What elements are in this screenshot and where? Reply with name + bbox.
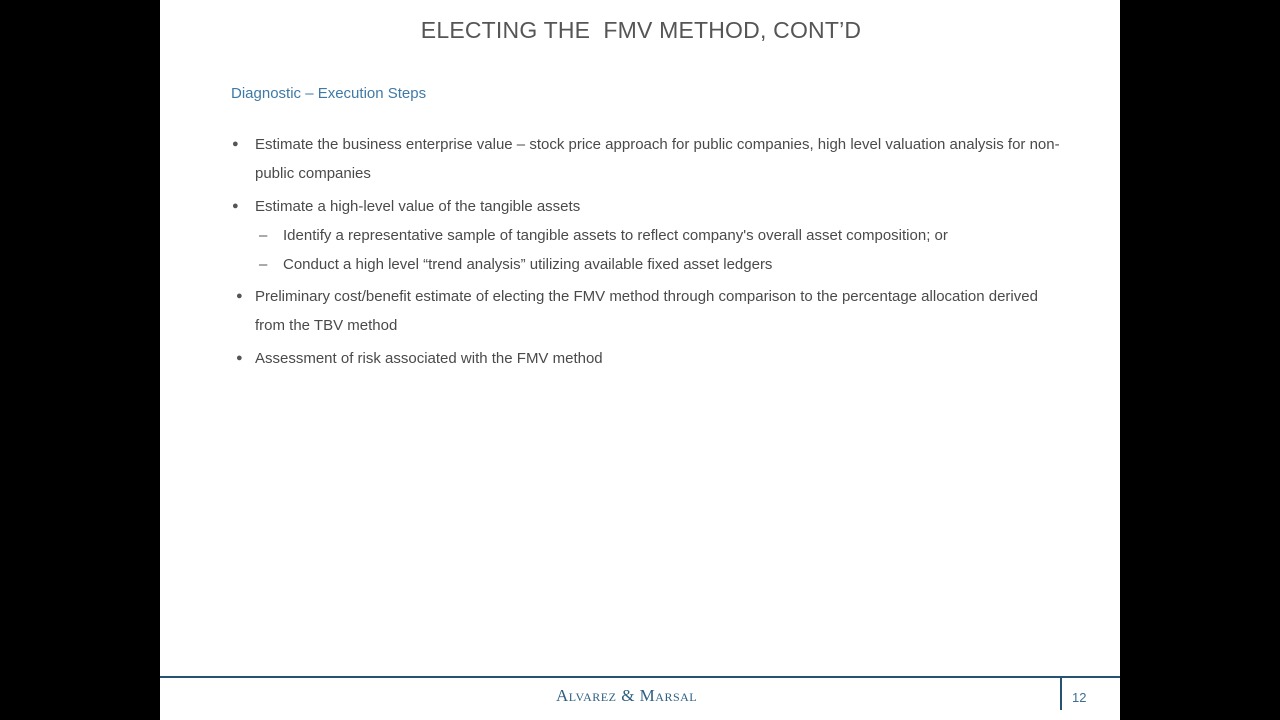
bullet-item (231, 130, 1071, 188)
bullet-item (231, 282, 1071, 340)
footer-divider-line (160, 676, 1120, 678)
bullet-dot-icon: ● (236, 290, 243, 302)
bullet-item (231, 192, 1071, 221)
bullet-text: Assessment of risk associated with the FMV method (255, 350, 603, 367)
page-number: 12 (1072, 690, 1087, 705)
footer-vertical-divider (1060, 678, 1062, 710)
bullet-text: Estimate the business enterprise value – stock price approach for public companies, high level valuation analysis for non-public companies (255, 136, 1060, 182)
bullet-item (231, 344, 1071, 373)
slide (160, 0, 1120, 720)
sub-bullet-item (231, 221, 1071, 250)
bullet-dot-icon: ● (232, 200, 239, 212)
bullet-list (231, 130, 1071, 377)
bullet-dot-icon: ● (236, 352, 243, 364)
bullet-text: Preliminary cost/benefit estimate of electing the FMV method through comparison to the percentage allocation derived from the TBV method (255, 288, 1038, 334)
sub-bullet-item (231, 250, 1071, 279)
dash-icon: – (259, 256, 268, 273)
sub-bullet-text: Conduct a high level “trend analysis” utilizing available fixed asset ledgers (283, 256, 773, 273)
bullet-dot-icon: ● (232, 138, 239, 150)
slide-title: ELECTING THE FMV METHOD, CONT’D (420, 17, 862, 43)
sub-bullet-text: Identify a representative sample of tangible assets to reflect company's overall asset composition; or (283, 227, 948, 244)
dash-icon: – (259, 227, 268, 244)
company-logo: Alvarez & Marsal (556, 686, 698, 705)
bullet-text: Estimate a high-level value of the tangible assets (255, 198, 581, 215)
sub-bullet-list (231, 221, 1071, 279)
slide-subtitle: Diagnostic – Execution Steps (231, 85, 427, 102)
